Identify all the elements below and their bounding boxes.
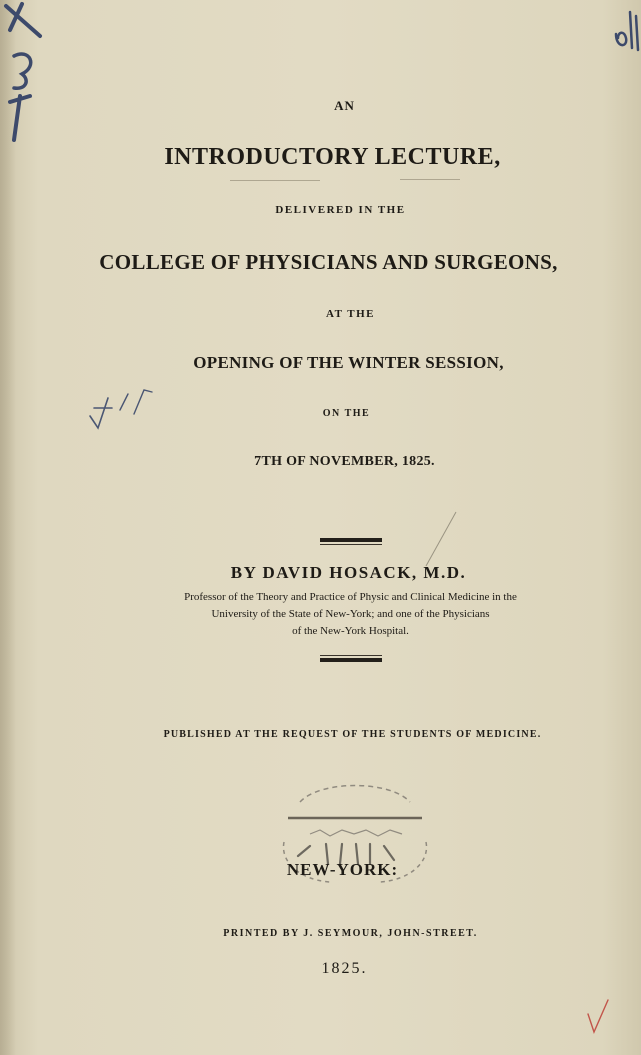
heading-an: AN [334, 98, 355, 113]
author-credentials-line-3: of the New-York Hospital. [292, 625, 409, 637]
stray-pencil-line-icon [420, 510, 460, 570]
double-rule [320, 538, 382, 542]
on-the-line: ON THE [322, 408, 371, 419]
author-credentials-line-1: Professor of the Theory and Practice of Physic and Clinical Medicine in the [184, 591, 517, 603]
publication-year: 1825. [321, 960, 368, 977]
ink-smudge [400, 179, 460, 180]
double-rule [320, 658, 382, 662]
delivered-line: DELIVERED IN THE [275, 204, 406, 216]
at-the-line: AT THE [325, 308, 376, 320]
publication-note: PUBLISHED AT THE REQUEST OF THE STUDENTS OF MEDICINE. [163, 729, 542, 740]
ink-smudge [230, 180, 320, 181]
author-line: BY DAVID HOSACK, M.D. [230, 563, 467, 582]
page-title: INTRODUCTORY LECTURE, [164, 144, 501, 170]
author-credentials-line-2: University of the State of New-York; and one of the Physicians [211, 608, 490, 620]
red-check-mark-icon [584, 996, 614, 1038]
double-rule-thin [320, 544, 382, 545]
session-line: OPENING OF THE WINTER SESSION, [193, 353, 504, 372]
pencil-mark-top-right-icon [612, 8, 641, 52]
lecture-date: 7TH OF NOVEMBER, 1825. [254, 454, 435, 469]
pencil-mark-top-left-icon [0, 0, 60, 150]
publication-city: NEW-YORK: [286, 860, 399, 879]
college-name: COLLEGE OF PHYSICIANS AND SURGEONS, [99, 250, 558, 274]
double-rule-thin [320, 655, 382, 656]
printer-line: PRINTED BY J. SEYMOUR, JOHN-STREET. [223, 928, 478, 939]
